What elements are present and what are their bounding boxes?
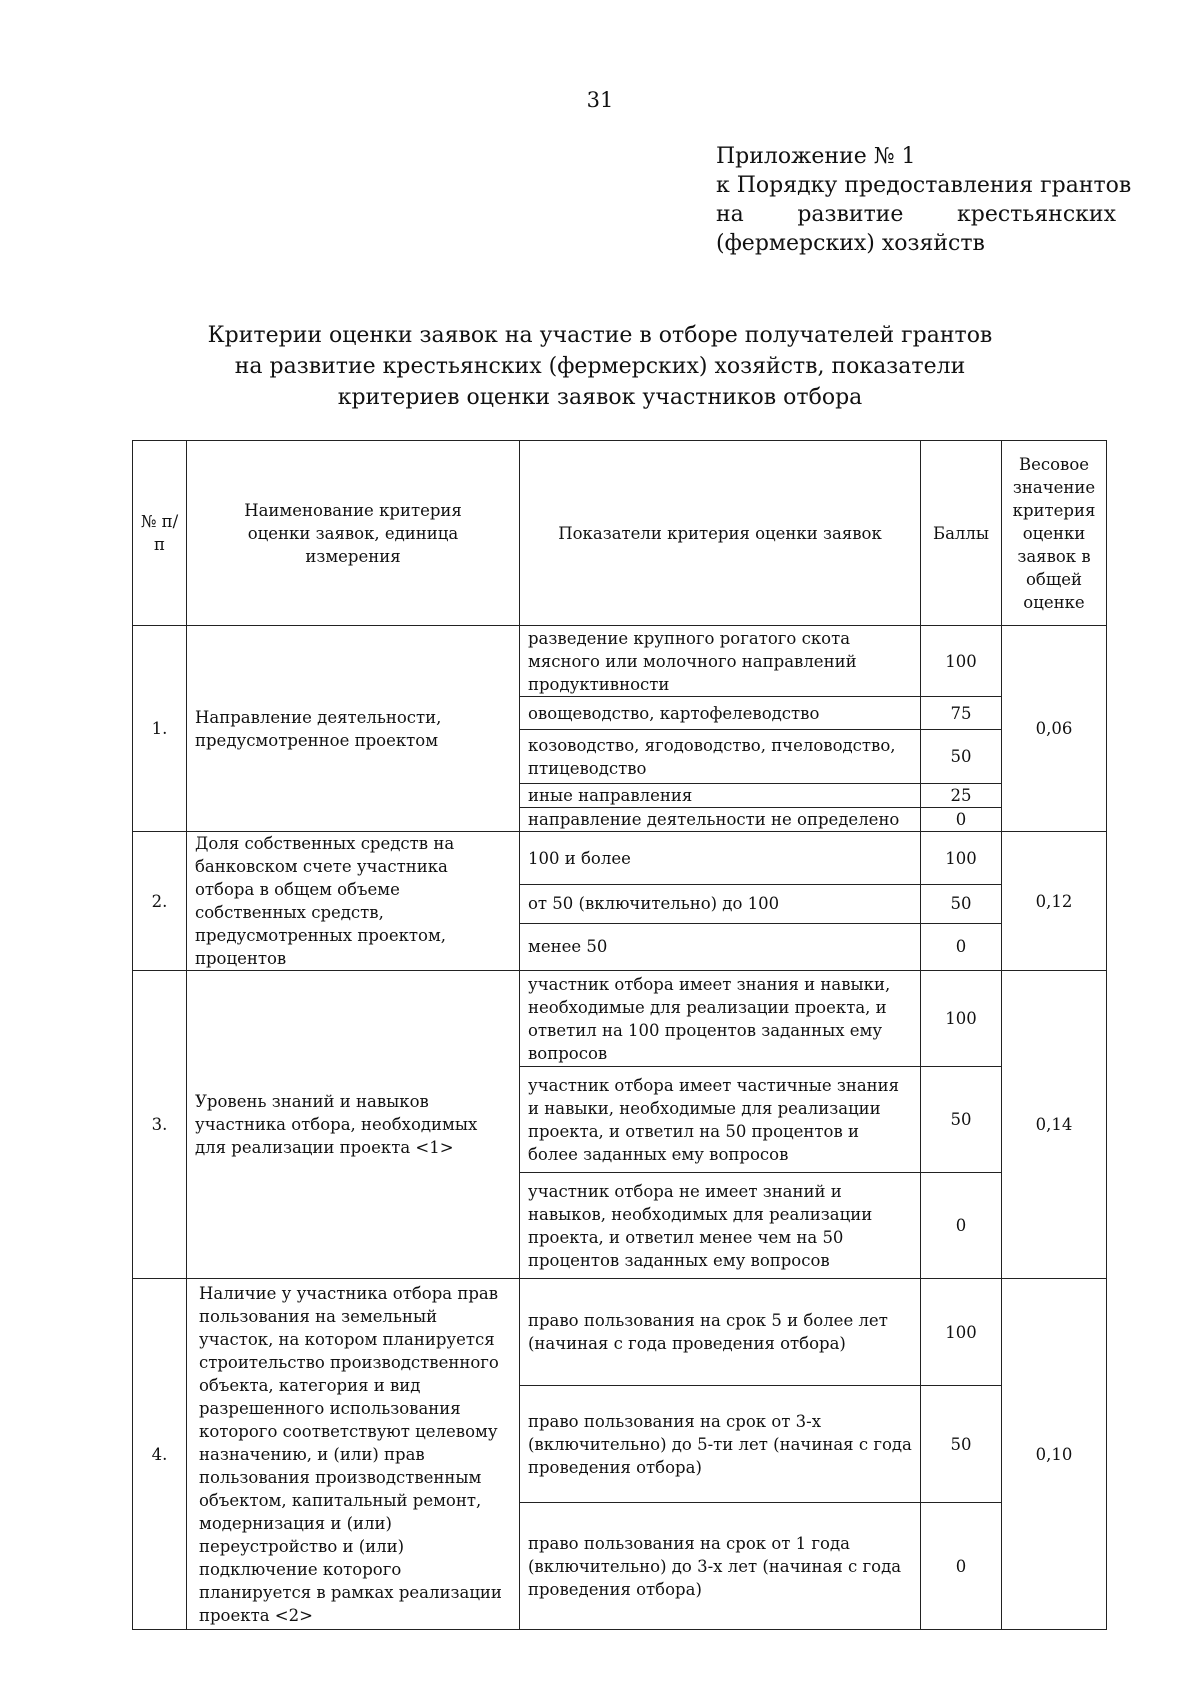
annex-line-3 [716,200,1116,229]
points-cell: 0 [921,923,1002,970]
indicator-cell: от 50 (включительно) до 100 [520,885,921,924]
indicator-cell: иные направления [520,784,921,808]
header-indicators: Показатели критерия оценки заявок [520,441,921,626]
annex-word: крестьянских [956,202,1116,227]
page-number: 31 [586,88,614,112]
table-header-row [133,441,1107,626]
header-weight: Весовое значение критерия оценки заявок в общей оценке [1002,441,1107,626]
indicator-cell: направление деятельности не определено [520,808,921,832]
annex-word: на [716,202,744,227]
indicator-cell: менее 50 [520,923,921,970]
indicator-cell: участник отбора имеет знания и навыки, необходимые для реализации проекта, и ответил на 100 процентов заданных ему вопросов [520,971,921,1067]
indicator-cell: овощеводство, картофелеводство [520,697,921,730]
annex-header [716,142,1132,258]
points-cell: 100 [921,626,1002,697]
weight-cell: 0,14 [1002,971,1107,1279]
header-points: Баллы [921,441,1002,626]
indicator-cell: участник отбора имеет частичные знания и навыки, необходимые для реализации проекта, и ответил на 50 процентов и более заданных ему вопросов [520,1067,921,1173]
criterion-num: 3. [133,971,187,1279]
weight-cell: 0,06 [1002,626,1107,832]
table-row [133,626,1107,697]
table-row [133,971,1107,1067]
indicator-cell: козоводство, ягодоводство, пчеловодство, птицеводство [520,730,921,784]
annex-word: развитие [797,202,904,227]
indicator-cell: право пользования на срок от 3-х (включительно) до 5-ти лет (начиная с года проведения отбора) [520,1386,921,1503]
indicator-cell: участник отбора не имеет знаний и навыков, необходимых для реализации проекта, и ответил менее чем на 50 процентов заданных ему вопросов [520,1173,921,1279]
points-cell: 0 [921,1503,1002,1630]
points-cell: 100 [921,971,1002,1067]
points-cell: 0 [921,808,1002,832]
points-cell: 50 [921,1067,1002,1173]
title-line-1: Критерии оценки заявок на участие в отборе получателей грантов [207,323,993,348]
points-cell: 25 [921,784,1002,808]
table-row [133,1279,1107,1386]
weight-cell: 0,10 [1002,1279,1107,1630]
criterion-name: Наличие у участника отбора прав пользования на земельный участок, на котором планируется строительство производственного объекта, категория и вид разрешенного использования которого соответствуют целевому назначению, и (или) прав пользования производственным объектом, капитальный ремонт, модернизация и (или) переустройство и (или) подключение которого планируется в рамках реализации проекта <2> [187,1279,520,1630]
points-cell: 0 [921,1173,1002,1279]
criterion-name: Доля собственных средств на банковском счете участника отбора в общем объеме собственных средств, предусмотренных проектом, процентов [187,832,520,971]
criterion-num: 4. [133,1279,187,1630]
indicator-cell: 100 и более [520,832,921,885]
annex-line-4: (фермерских) хозяйств [716,231,985,256]
criteria-table [132,440,1107,1630]
points-cell: 50 [921,730,1002,784]
table-row [133,832,1107,885]
criterion-name: Направление деятельности, предусмотренное проектом [187,626,520,832]
title-line-3: критериев оценки заявок участников отбора [337,385,863,410]
points-cell: 100 [921,1279,1002,1386]
points-cell: 50 [921,885,1002,924]
annex-line-2: к Порядку предоставления грантов [716,173,1132,198]
indicator-cell: право пользования на срок от 1 года (включительно) до 3-х лет (начиная с года проведения отбора) [520,1503,921,1630]
indicator-cell: разведение крупного рогатого скота мясного или молочного направлений продуктивности [520,626,921,697]
points-cell: 50 [921,1386,1002,1503]
document-title [150,320,1050,413]
annex-line-1: Приложение № 1 [716,144,916,169]
criterion-num: 2. [133,832,187,971]
points-cell: 75 [921,697,1002,730]
title-line-2: на развитие крестьянских (фермерских) хозяйств, показатели [234,354,966,379]
weight-cell: 0,12 [1002,832,1107,971]
criterion-name: Уровень знаний и навыков участника отбора, необходимых для реализации проекта <1> [187,971,520,1279]
indicator-cell: право пользования на срок 5 и более лет (начиная с года проведения отбора) [520,1279,921,1386]
criterion-num: 1. [133,626,187,832]
header-name: Наименование критерия оценки заявок, единица измерения [187,441,520,626]
points-cell: 100 [921,832,1002,885]
header-num: № п/п [133,441,187,626]
